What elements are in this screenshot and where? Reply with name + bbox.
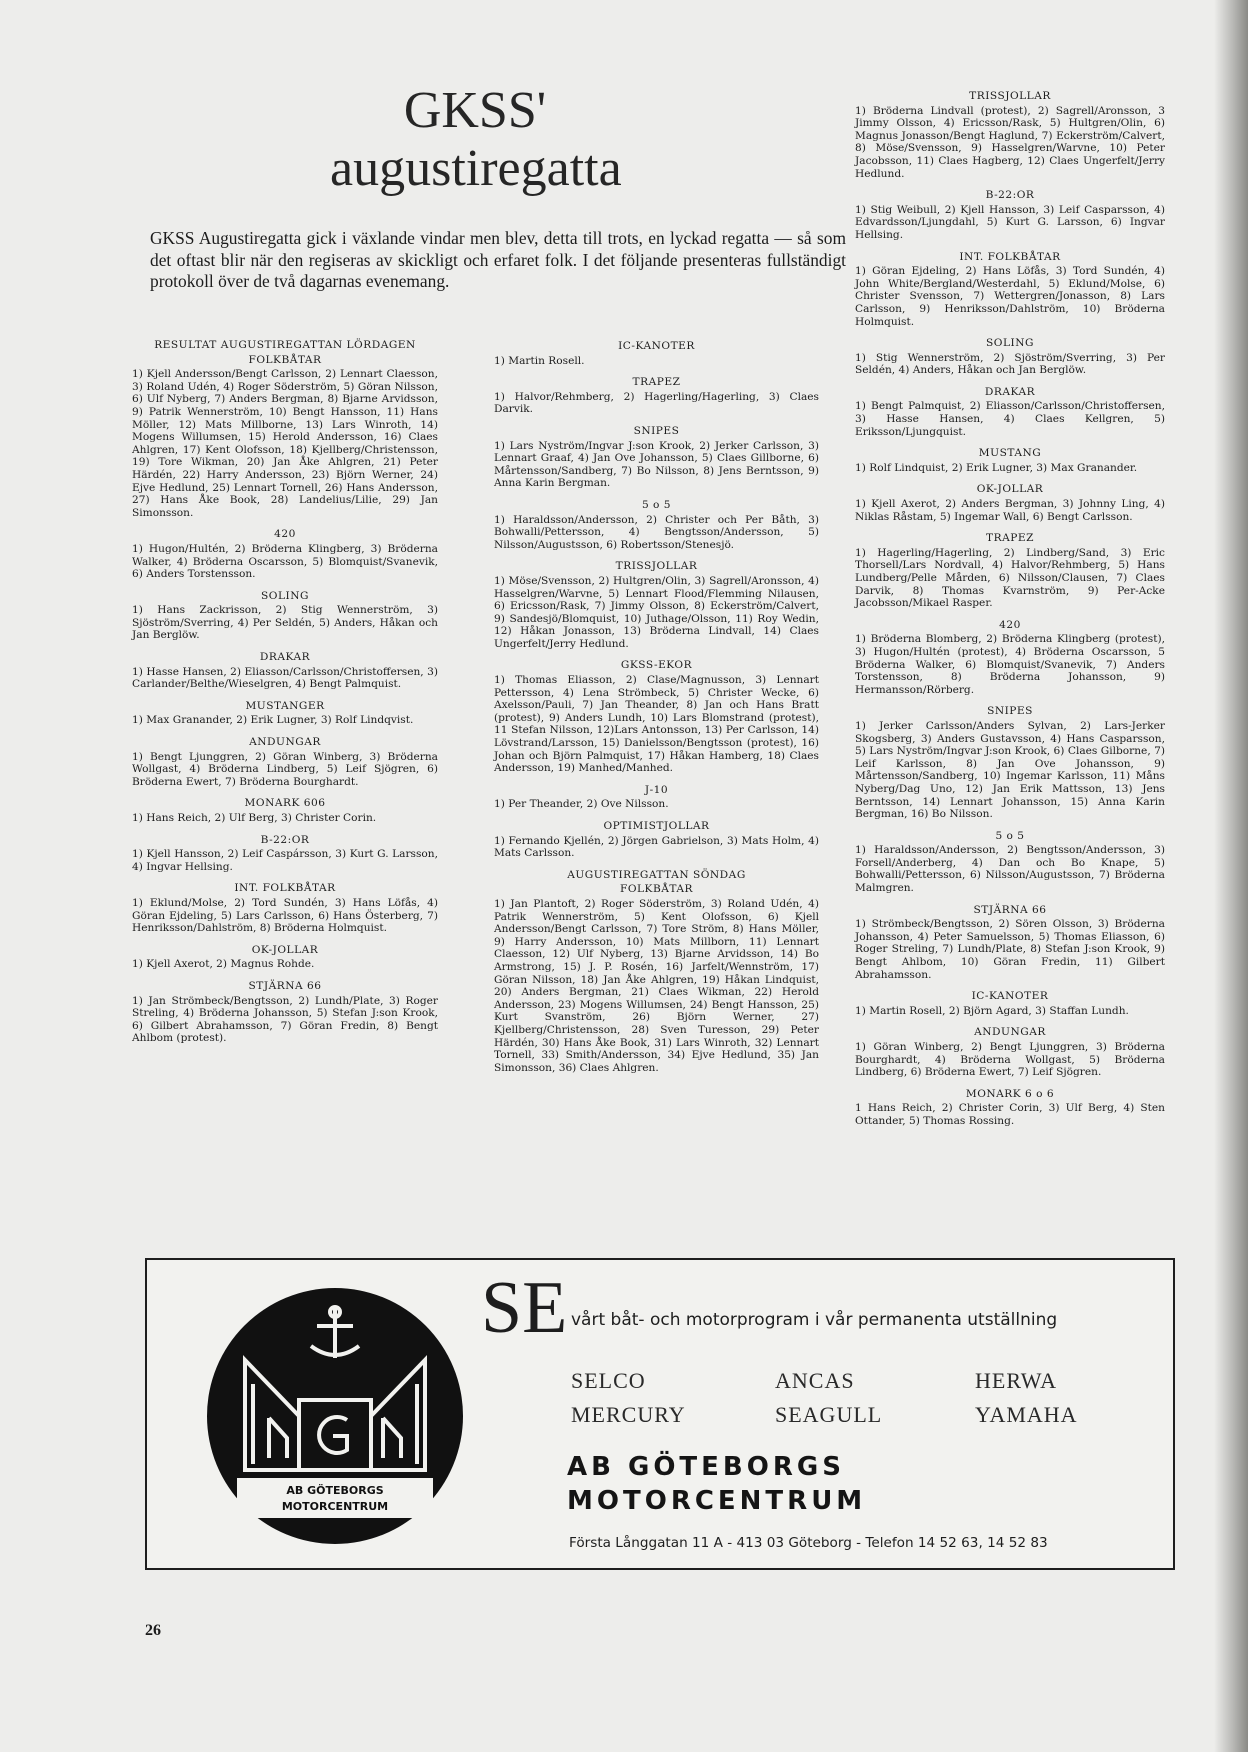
section-heading: AUGUSTIREGATTAN SÖNDAG [567,868,746,881]
section-results: 1) Haraldsson/Andersson, 2) Bengtsson/Andersson, 3) Forsell/Anderberg, 4) Dan och Bo Knape, 5) Bohwalli/Pettersson, 6) Nilsson/Augustsson, 7) Bröderna Malmgren. [855,844,1165,895]
results-section [855,1088,1165,1128]
title-line-2: augustiregatta [330,140,622,197]
section-results: 1) Kjell Hansson, 2) Leif Caspársson, 3) Kurt G. Larsson, 4) Ingvar Hellsing. [132,848,438,873]
section-results: 1) Göran Winberg, 2) Bengt Ljunggren, 3) Bröderna Bourghardt, 4) Bröderna Wollgast, 5) Bröderna Lindberg, 6) Bröderna Ewert, 7) Leif Sjögren. [855,1041,1165,1079]
section-heading: FOLKBÅTAR [619,883,694,896]
section-results: 1) Bröderna Lindvall (protest), 2) Sagrell/Aronsson, 3 Jimmy Olsson, 4) Ericsson/Rask, 5) Hultgren/Olin, 6) Magnus Jonasson/Bengt Haglund, 7) Eckerström/Calvert, 8) Möse/Svensson, 9) Hasselgren/Warvne, 10) Peter Jacobsson, 11) Claes Hagberg, 12) Claes Ungerfelt/Jerry Hedlund. [855,104,1165,180]
section-results: 1) Hagerling/Hagerling, 2) Lindberg/Sand, 3) Eric Thorsell/Lars Nordvall, 4) Halvor/Rehmberg, 5) Hans Lundberg/Pelle Mården, 6) Nilsson/Clausen, 7) Claes Darvik, 8) Thomas Kvarnström, 9) Per-Acke Jacobsson/Mikael Rasper. [855,546,1165,610]
results-section [132,590,438,642]
section-results: 1) Max Granander, 2) Erik Lugner, 3) Rolf Lindqvist. [132,714,414,727]
section-heading: DRAKAR [984,385,1036,398]
section-heading: IC-KANOTER [618,340,695,352]
motorcentrum-logo [207,1288,463,1544]
results-section [494,869,819,882]
results-section [494,820,819,860]
section-results: 1 Hans Reich, 2) Christer Corin, 3) Ulf Berg, 4) Sten Ottander, 5) Thomas Rossing. [855,1102,1165,1127]
section-heading: TRAPEZ [986,532,1034,545]
results-section [855,189,1165,241]
section-heading: TRISSJOLLAR [969,90,1051,102]
section-heading: IC-KANOTER [971,990,1049,1003]
section-results: 1) Möse/Svensson, 2) Hultgren/Olin, 3) Sagrell/Aronsson, 4) Hasselgren/Warvne, 5) Lennart Flood/Flemming Nilausen, 6) Ericsson/Rask, 7) Jimmy Olsson, 8) Eckerström/Calvert, 9) Sandesjö/Blomquist, 10) Juthage/Olsson, 11) Roy Wedin, 12) Håkan Jonasson, 13) Bröderna Lindvall, 14) Claes Ungerfelt/Jerry Hedlund. [494,574,819,650]
results-section [494,659,819,774]
section-results: 1) Kjell Andersson/Bengt Carlsson, 2) Lennart Claesson, 3) Roland Udén, 4) Roger Söderström, 5) Göran Nilsson, 6) Ulf Nyberg, 7) Anders Bergman, 8) Bjarne Arvidsson, 9) Patrik Wennerström, 10) Bengt Hansson, 11) Hans Möller, 12) Mats Millborne, 13) Lars Winroth, 14) Mogens Willumsen, 15) Herold Andersson, 16) Claes Ahlgren, 17) Kent Olofsson, 18) Kjellberg/Christensson, 19) Tore Wikman, 20) Jan Åke Ahlgren, 21) Peter Härdén, 22) Harry Andersson, 23) Björn Werner, 24) Ejve Hedlund, 25) Lennart Tornell, 26) Hans Andersson, 27) Hans Åke Book, 28) Landelius/Lilie, 29) Jan Simonsson. [132,368,438,519]
section-results: 1) Martin Rosell, 2) Björn Agard, 3) Staffan Lundh. [855,1004,1129,1017]
section-heading: TRAPEZ [632,376,681,389]
results-section [855,447,1165,474]
results-section [855,619,1165,697]
brand-mercury: MERCURY [571,1402,686,1427]
section-heading: TRISSJOLLAR [615,560,698,573]
section-results: 1) Göran Ejdeling, 2) Hans Löfås, 3) Tord Sundén, 4) John White/Bergland/Westerdahl, 5) Eklund/Molse, 6) Christer Svensson, 7) Wettergren/Jonasson, 8) Lars Carlsson, 9) Henriksson/Dahlström, 10) Bröderna Holmquist. [855,265,1165,328]
results-section [132,944,438,971]
section-heading: 5 o 5 [641,498,672,511]
section-heading: DRAKAR [259,651,311,664]
section-heading: OK-JOLLAR [251,943,319,956]
results-section [132,797,438,824]
results-section [855,830,1165,895]
section-results: 1) Hans Reich, 2) Ulf Berg, 3) Christer Corin. [132,812,377,824]
results-section [855,532,1165,610]
section-heading: OPTIMISTJOLLAR [603,820,710,832]
section-heading: RESULTAT AUGUSTIREGATTAN LÖRDAGEN [154,339,416,351]
section-results: 1) Stig Wennerström, 2) Sjöström/Sverring, 3) Per Seldén, 4) Anders, Håkan och Jan Berglöw. [855,351,1165,377]
results-section [855,90,1165,180]
section-heading: MUSTANGER [245,699,325,712]
ad-company-line-1: AB GÖTEBORGS [567,1452,845,1482]
section-heading: SOLING [261,589,309,602]
results-section [494,376,819,416]
ad-address: Första Långgatan 11 A - 413 03 Göteborg - Telefon 14 52 63, 14 52 83 [569,1535,1048,1551]
section-results: 1) Haraldsson/Andersson, 2) Christer och Per Båth, 3) Bohwalli/Pettersson, 4) Bengtsson/Andersson, 5) Nilsson/Augustsson, 6) Robertsson/Stenesjö. [494,513,819,551]
section-results: 1) Bengt Palmquist, 2) Eliasson/Carlsson/Christoffersen, 3) Hasse Hansen, 4) Claes Kellgren, 5) Eriksson/Ljungquist. [855,400,1165,438]
section-heading: GKSS-EKOR [620,659,693,672]
title-line-1: GKSS' [403,82,547,139]
section-heading: SNIPES [633,424,680,437]
section-results: 1) Hans Zackrisson, 2) Stig Wennerström, 3) Sjöström/Sverring, 4) Per Seldén, 5) Anders, Håkan och Jan Berglöw. [132,604,438,642]
section-heading: STJÄRNA 66 [973,903,1047,916]
results-section [132,980,438,1045]
page-spine-shadow [1214,0,1248,1752]
section-results: 1) Kjell Axerot, 2) Anders Bergman, 3) Johnny Ling, 4) Niklas Råstam, 5) Ingemar Wall, 6) Bengt Carlsson. [855,498,1165,523]
brand-ancas: ANCAS [775,1368,855,1393]
results-section [132,736,438,788]
results-section [494,425,819,490]
section-results: 1) Eklund/Molse, 2) Tord Sundén, 3) Hans Löfås, 4) Göran Ejdeling, 5) Lars Carlsson, 6) Hans Österberg, 7) Henriksson/Dahlström, 8) Bröderna Holmquist. [132,896,438,935]
logo-caption-line-2: MOTORCENTRUM [281,1500,389,1513]
results-section [132,354,438,520]
section-results: 1) Lars Nyström/Ingvar J:son Krook, 2) Jerker Carlsson, 3) Lennart Graaf, 4) Jan Ove Johansson, 5) Claes Gillborne, 6) Mårtensson/Sandberg, 7) Bo Nilsson, 8) Jens Berntsson, 9) Anna Karin Bergman. [494,439,819,490]
results-section [855,990,1165,1017]
article-intro: GKSS Augustiregatta gick i växlande vindar men blev, detta till trots, en lyckad regatta — så som det oftast blir när den regiseras av skickligt och erfaret folk. I det följande presenteras fullständigt protokoll över de två dagarnas evenemang. [150,228,846,291]
section-heading: OK-JOLLAR [976,483,1044,496]
ad-tagline: vårt båt- och motorprogram i vår permanenta utställning [571,1310,1058,1330]
results-section [132,651,438,691]
section-results: 1) Hasse Hansen, 2) Eliasson/Carlsson/Christoffersen, 3) Carlander/Belthe/Wieselgren, 4) Bengt Palmquist. [132,665,438,691]
results-section [132,834,438,874]
section-results: 1) Rolf Lindquist, 2) Erik Lugner, 3) Max Granander. [855,461,1138,474]
section-results: 1) Jan Plantoft, 2) Roger Söderström, 3) Roland Udén, 4) Patrik Wennerström, 5) Kent Olofsson, 6) Kjell Andersson/Bengt Carlsson, 7) Tore Ström, 8) Hans Möller, 9) Harry Andersson, 10) Mats Millborn, 11) Lennart Claesson, 12) Ulf Nyberg, 13) Bjarne Arvidsson, 14) Bo Armstrong, 15) J. P. Rosén, 16) Jarfelt/Wennström, 17) Göran Nilsson, 18) Jan Åke Ahlgren, 19) Håkan Lindquist, 20) Anders Bergman, 21) Claes Wikman, 22) Herold Andersson, 23) Mogens Willumsen, 24) Bengt Hansson, 25) Kurt Svanström, 26) Björn Werner, 27) Kjellberg/Christensson, 28) Sven Turesson, 29) Peter Härdén, 30) Hans Åke Book, 31) Lars Winroth, 32) Lennart Tornell, 33) Smith/Andersson, 34) Ejve Hedlund, 35) Jan Simonsson, 36) Claes Ahlgren. [494,897,819,1074]
results-section [132,339,438,352]
brand-herwa: HERWA [975,1368,1057,1393]
page-number: 26 [145,1622,161,1639]
section-results: 1) Bengt Ljunggren, 2) Göran Winberg, 3) Bröderna Wollgast, 4) Bröderna Lindberg, 5) Leif Sjögren, 6) Bröderna Ewert, 7) Bröderna Bourghardt. [132,750,438,788]
results-section [132,700,438,727]
section-results: 1) Bröderna Blomberg, 2) Bröderna Klingberg (protest), 3) Hugon/Hultén (protest), 4) Bröderna Oscarsson, 5 Bröderna Walker, 6) Blomquist/Svanevik, 7) Anders Torstensson, 8) Bröderna Johansson, 9) Hermansson/Rörberg. [855,633,1165,696]
section-heading: INT. FOLKBÅTAR [234,882,336,895]
ad-company-line-2: MOTORCENTRUM [567,1486,867,1516]
logo-caption-line-1: AB GÖTEBORGS [286,1484,384,1497]
results-section [494,784,819,811]
advertisement [145,1258,1175,1570]
section-results: 1) Strömbeck/Bengtsson, 2) Sören Olsson, 3) Bröderna Johansson, 4) Peter Samuelsson, 5) Thomas Eliasson, 6) Roger Streling, 7) Lundh/Plate, 8) Stefan J:son Krook, 9) Bengt Ahlbom, 10) Göran Fredin, 11) Gilbert Abrahamsson. [855,918,1165,981]
results-section [494,883,819,1074]
section-results: 1) Fernando Kjellén, 2) Jörgen Gabrielson, 3) Mats Holm, 4) Mats Carlsson. [494,834,819,860]
results-section [855,337,1165,377]
section-heading: MONARK 6 o 6 [965,1087,1055,1100]
ad-se-heading: SE [481,1267,568,1349]
results-column-1 [132,339,438,1054]
section-results: 1) Martin Rosell. [494,354,585,367]
results-section [132,528,438,580]
brand-selco: SELCO [571,1368,646,1393]
results-section [494,340,819,367]
section-results: 1) Stig Weibull, 2) Kjell Hansson, 3) Leif Casparsson, 4) Edvardsson/Ljungdahl, 5) Kurt G. Larsson, 6) Ingvar Hellsing. [855,203,1165,241]
results-section [855,483,1165,523]
results-section [855,251,1165,329]
section-heading: ANDUNGAR [249,736,321,749]
section-results: 1) Thomas Eliasson, 2) Clase/Magnusson, 3) Lennart Pettersson, 4) Lena Strömbeck, 5) Christer Wecke, 6) Axelsson/Pauli, 7) Jan Theander, 8) Jan och Hans Bratt (protest), 9) Anders Lundh, 10) Lars Blomstrand (protest), 11 Stefan Nilsson, 12)Lars Antonsson, 13) Per Carlsson, 14) Lövstrand/Larsson, 15) Danielsson/Bengtsson (protest), 16) Johan och Björn Palmquist, 17) Håkan Hamberg, 18) Claes Andersson, 19) Manhed/Manhed. [494,674,819,775]
section-results: 1) Jan Strömbeck/Bengtsson, 2) Lundh/Plate, 3) Roger Streling, 4) Bröderna Johansson, 5) Stefan J:son Krook, 6) Gilbert Abrahamsson, 7) Göran Fredin, 8) Bengt Ahlbom (protest). [132,994,438,1045]
section-heading: B-22:OR [985,189,1035,202]
section-results: 1) Jerker Carlsson/Anders Sylvan, 2) Lars-Jerker Skogsberg, 3) Anders Gustavsson, 4) Hans Casparsson, 5) Lars Nyström/Ingvar J:son Krook, 6) Claes Gilborne, 7) Leif Karlsson, 8) Jan Ove Johansson, 9) Mårtensson/Sandberg, 10) Ingemar Karlsson, 11) Måns Nyberg/Dag Uno, 12) Jan Erik Mattsson, 13) Jens Berntsson, 14) Lennart Johansson, 15) Anna Karin Bergman, 16) Bo Nilsson. [855,719,1165,821]
results-column-3 [855,90,1165,1137]
results-section [855,705,1165,820]
section-heading: INT. FOLKBÅTAR [959,250,1061,263]
section-results: 1) Halvor/Rehmberg, 2) Hagerling/Hagerling, 3) Claes Darvik. [494,390,819,416]
section-results: 1) Per Theander, 2) Ove Nilsson. [494,798,669,811]
section-heading: SNIPES [987,705,1033,718]
section-heading: 420 [999,618,1021,631]
section-heading: 420 [274,528,296,541]
section-results: 1) Kjell Axerot, 2) Magnus Rohde. [132,958,315,971]
section-heading: B-22:OR [260,833,310,846]
results-section [855,1026,1165,1078]
results-section [855,904,1165,982]
results-section [855,386,1165,438]
section-results: 1) Hugon/Hultén, 2) Bröderna Klingberg, 3) Bröderna Walker, 4) Bröderna Oscarsson, 5) Blomquist/Svanevik, 6) Anders Torstensson. [132,542,438,581]
results-section [494,499,819,551]
section-heading: ANDUNGAR [974,1026,1046,1039]
results-column-2 [494,340,819,1083]
article-title [330,82,620,198]
section-heading: MUSTANG [978,447,1042,460]
section-heading: STJÄRNA 66 [248,979,322,992]
brand-seagull: SEAGULL [775,1402,883,1427]
results-section [132,882,438,934]
section-heading: 5 o 5 [995,829,1025,842]
section-heading: SOLING [986,337,1034,350]
brand-yamaha: YAMAHA [975,1402,1078,1427]
section-heading: FOLKBÅTAR [248,353,322,366]
section-heading: MONARK 606 [244,797,326,810]
results-section [494,560,819,650]
section-heading: J-10 [644,783,669,796]
